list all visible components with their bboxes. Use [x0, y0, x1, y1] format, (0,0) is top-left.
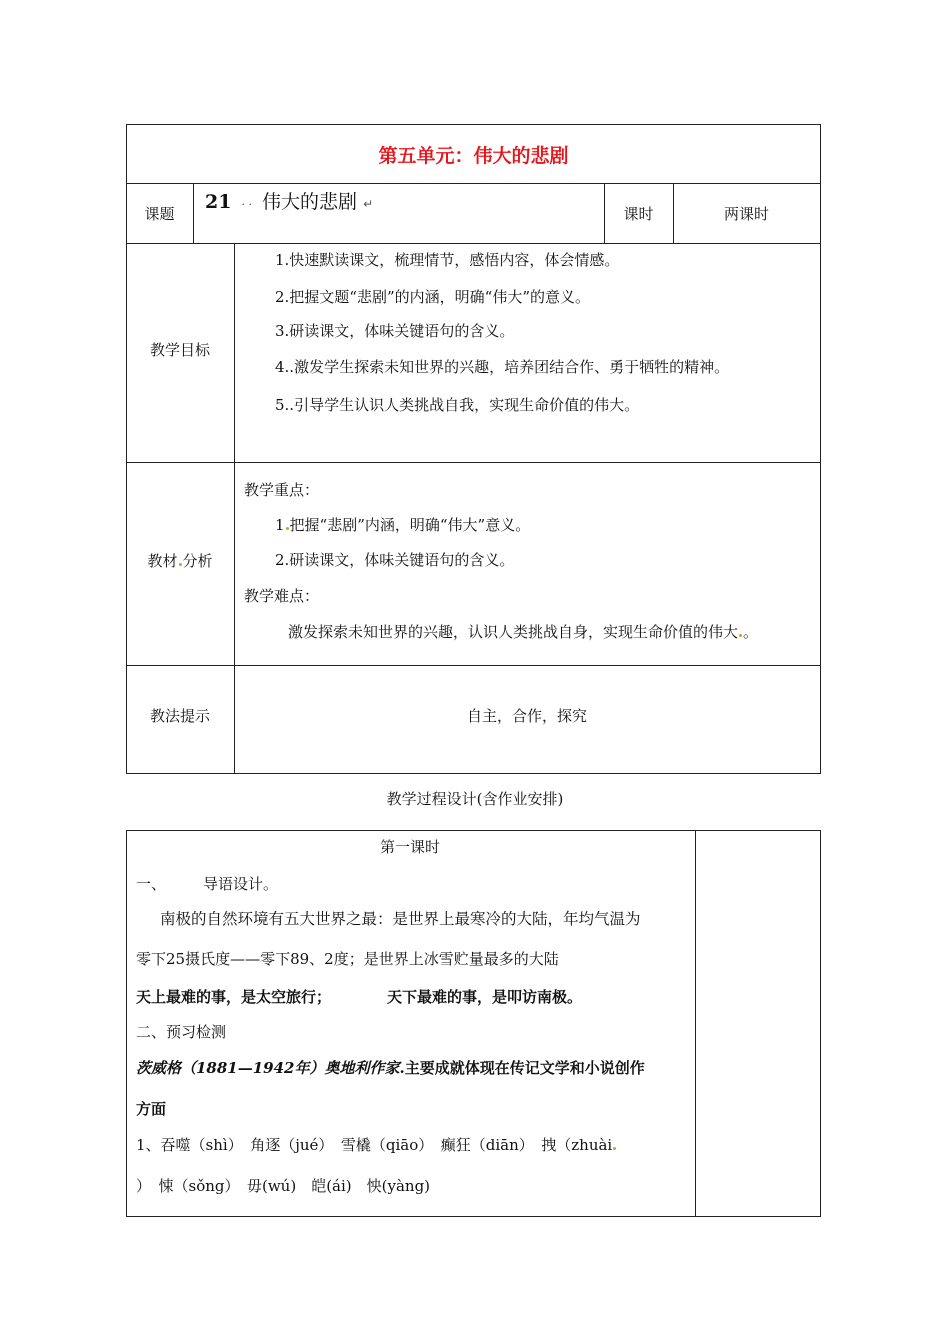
key-point-item: 2.研读课文，体味关键语句的含义。	[275, 551, 515, 569]
section1-number: 一、	[136, 875, 167, 893]
author-intro	[136, 1057, 645, 1078]
difficulty-text-end: 。	[743, 623, 759, 641]
process-heading: 教学过程设计(含作业安排)	[386, 790, 564, 808]
quote-part: 天上最难的事，是太空旅行；	[136, 988, 332, 1006]
session-title: 第一课时	[380, 838, 441, 856]
table1-col-divider	[193, 183, 194, 244]
key-point-text: 把握“悲剧”内涵，明确“伟大”意义。	[289, 516, 531, 534]
table1-bottom-border	[126, 773, 821, 774]
vocab-text: 1、吞噬（shì） 角逐（jué） 雪橇（qiāo） 癫狂（diān） 拽（zhuài	[136, 1136, 613, 1154]
objective-item: 2.把握文题“悲剧”的内涵，明确“伟大”的意义。	[275, 288, 590, 306]
quote-part: 天下最难的事，是叩访南极。	[387, 988, 583, 1006]
unit-title: 第五单元：伟大的悲剧	[378, 145, 569, 167]
author-desc: .主要成就体现在传记文学和小说创作	[399, 1059, 645, 1077]
method-label: 教法提示	[149, 707, 210, 725]
objectives-label: 教学目标	[149, 341, 210, 359]
objective-item: 1.快速默读课文，梳理情节，感悟内容，体会情感。	[275, 251, 620, 269]
key-point-item	[275, 514, 530, 535]
intro-text: 零下25摄氏度——零下89、2度；是世界上冰雪贮量最多的大陆	[136, 950, 559, 968]
intro-text: 南极的自然环境有五大世界之最：是世界上最寒冷的大陆，年均气温为	[160, 910, 641, 928]
table2-left-border	[126, 830, 127, 1217]
lesson-title-text: 伟大的悲剧	[262, 191, 358, 213]
author-name: 茨威格（1881—1942年）奥地利作家	[136, 1059, 400, 1077]
highlight-mark	[179, 563, 182, 566]
table2-right-border	[820, 830, 821, 1217]
analysis-label-part: 教材	[147, 552, 178, 570]
lesson-title	[205, 187, 373, 214]
table1-row-divider	[126, 665, 821, 666]
difficulty-text-main: 激发探索未知世界的兴趣，认识人类挑战自身，实现生命价值的伟大	[288, 623, 739, 641]
section1-title: 导语设计。	[203, 875, 279, 893]
analysis-label-part: 分析	[182, 552, 213, 570]
table1-right-border	[820, 124, 821, 774]
method-value: 自主，合作，探究	[466, 707, 587, 725]
objective-item: 5..引导学生认识人类挑战自我，实现生命价值的伟大。	[275, 396, 640, 414]
period-label: 课时	[623, 205, 654, 223]
key-points-heading: 教学重点：	[244, 481, 320, 499]
section2-title: 二、预习检测	[136, 1023, 227, 1041]
highlight-mark	[739, 634, 742, 637]
vocab-line	[136, 1134, 617, 1155]
topic-label: 课题	[144, 205, 175, 223]
objective-item: 4..激发学生探索未知世界的兴趣，培养团结合作、勇于牺牲的精神。	[275, 358, 730, 376]
table1-top-border	[126, 124, 821, 125]
period-value: 两课时	[723, 205, 769, 223]
objective-item: 3.研读课文，体味关键语句的含义。	[275, 322, 515, 340]
difficulty-text	[288, 621, 758, 642]
table2-top-border	[126, 830, 821, 831]
lesson-number: 21	[205, 191, 232, 213]
difficulty-heading: 教学难点：	[244, 587, 320, 605]
table2-bottom-border	[126, 1216, 821, 1217]
table1-col-divider	[234, 243, 235, 774]
author-intro-cont: 方面	[136, 1100, 167, 1118]
table2-col-divider	[695, 830, 696, 1217]
key-point-number: 1	[275, 516, 285, 534]
vocab-line: ） 悚（sǒng） 毋(wú) 皑(ái) 怏(yàng)	[136, 1177, 431, 1195]
highlight-mark	[286, 527, 289, 530]
highlight-mark	[613, 1147, 616, 1150]
paragraph-mark: ↵	[363, 197, 374, 211]
table1-row-divider	[126, 462, 821, 463]
analysis-label	[126, 550, 234, 571]
table1-row-divider	[126, 243, 821, 244]
quote-line	[136, 986, 582, 1007]
lesson-dots: · ·	[241, 198, 252, 211]
table1-row-divider	[126, 183, 821, 184]
